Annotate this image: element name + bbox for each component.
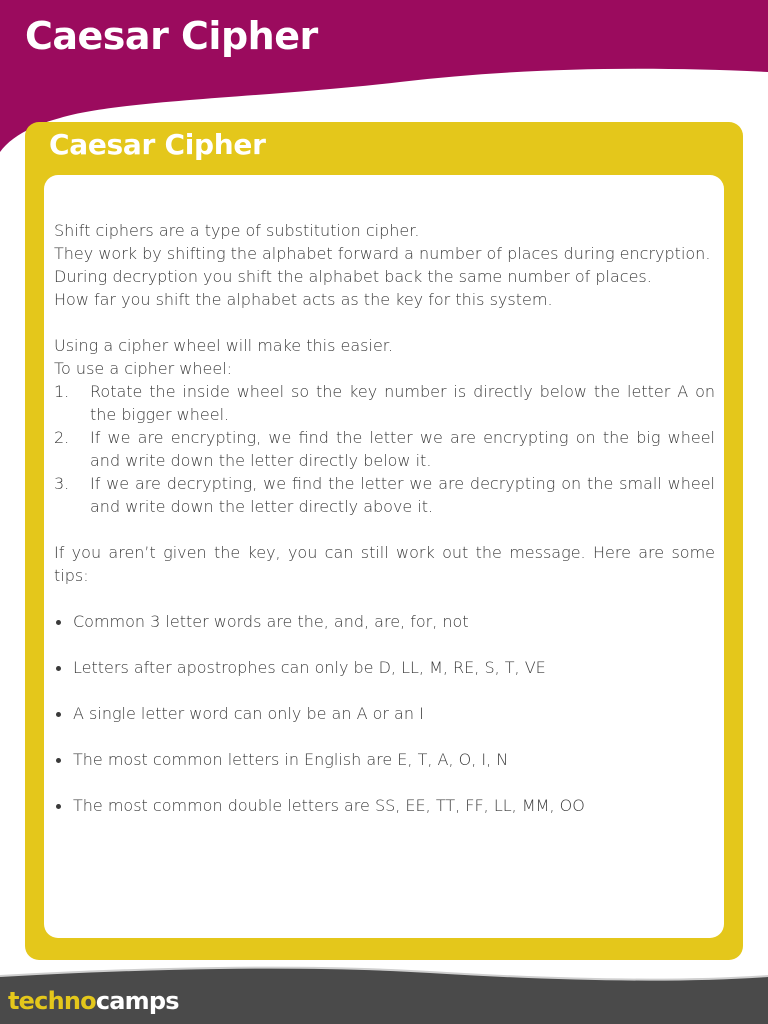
card-body (44, 175, 724, 938)
tip-item: The most common letters in English are E, T, A, O, I, N (54, 748, 715, 771)
tip-item: Common 3 letter words are the, and, are, for, not (54, 610, 715, 633)
intro-line: How far you shift the alphabet acts as the key for this system. (54, 290, 553, 309)
card-title: Caesar Cipher (49, 128, 266, 161)
content-card (25, 122, 743, 960)
step-text: Rotate the inside wheel so the key number is directly below the letter A on the bigger wheel. (90, 382, 715, 424)
tips-list (54, 610, 715, 817)
technocamps-logo (8, 987, 179, 1015)
step-item (54, 426, 715, 472)
tip-item: A single letter word can only be an A or an I (54, 702, 715, 725)
steps-list (54, 380, 715, 518)
step-item (54, 380, 715, 426)
step-text: If we are encrypting, we find the letter we are encrypting on the big wheel and write down the letter directly below it. (90, 428, 715, 470)
intro-line: Shift ciphers are a type of substitution cipher. (54, 221, 420, 240)
tip-item: Letters after apostrophes can only be D, LL, M, RE, S, T, VE (54, 656, 715, 679)
intro-line: During decryption you shift the alphabet back the same number of places. (54, 267, 652, 286)
step-number: 3. (54, 474, 70, 493)
step-number: 2. (54, 428, 70, 447)
no-key-paragraph: If you aren’t given the key, you can still work out the message. Here are some tips: (54, 543, 715, 585)
wheel-intro-line: Using a cipher wheel will make this easier. (54, 336, 393, 355)
step-number: 1. (54, 382, 70, 401)
logo-part-techno: techno (8, 987, 96, 1015)
logo-part-camps: camps (95, 987, 179, 1015)
step-item (54, 472, 715, 518)
tip-item: The most common double letters are SS, EE, TT, FF, LL, MM, OO (54, 794, 715, 817)
content-text (54, 219, 715, 840)
intro-line: They work by shifting the alphabet forward a number of places during encryption. (54, 244, 711, 263)
step-text: If we are decrypting, we find the letter we are decrypting on the small wheel and write down the letter directly above it. (90, 474, 715, 516)
page-title: Caesar Cipher (25, 14, 318, 58)
wheel-intro-line: To use a cipher wheel: (54, 359, 233, 378)
